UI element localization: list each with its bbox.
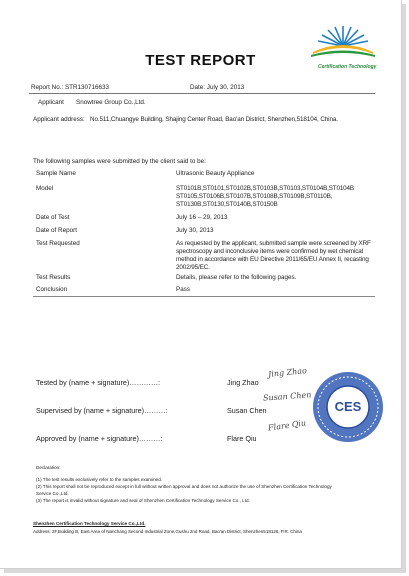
header-divider: [29, 93, 375, 94]
tested-by-label: Tested by (name + signature)…………:: [36, 378, 161, 387]
sample-name-label: Sample Name: [36, 170, 76, 177]
test-requested-value: As requested by the applicant, submitted sample were screened by XRF spectroscopy and inconclusive items were confirmed by wet chemical method in accordance with EU Directive 2011/65/EU Annex II, recasting 2002/95/EC.: [176, 240, 371, 271]
signature-scribble-approved: Flare Qiu: [267, 418, 307, 433]
intro-text: The following samples were submitted by the client said to be:: [33, 158, 206, 165]
report-title: TEST REPORT: [145, 52, 256, 69]
footer-address: Address: 2F,Building B, East Area of Nanchang Second Industrial Zone,Gushu 2nd Road, Bao'an District, Shenzhen518126, P.R. China: [33, 529, 302, 534]
declaration-item-3: (3) The report is invalid without signature and seal of Shenzhen Certification Technology Service Co., Ltd.: [36, 498, 250, 503]
company-seal: [311, 370, 385, 444]
approved-by-name: Flare Qiu: [227, 434, 257, 443]
applicant-value: Snowtree Group Co.,Ltd.: [76, 99, 146, 106]
model-label: Model: [36, 185, 54, 192]
supervised-by-name: Susan Chen: [227, 406, 267, 415]
report-number: Report No.: STR130716633: [31, 84, 110, 91]
applicant-address-value: No.511,Chuangye Building, Shajing Center Road, Bao'an District, Shenzhen,518104, China.: [90, 116, 338, 123]
date-of-report-label: Date of Report: [36, 227, 77, 234]
conclusion-label: Conclusion: [36, 286, 68, 293]
applicant-label: Applicant: [38, 99, 64, 106]
body-divider: [33, 296, 375, 297]
declaration-item-2: (2) This report shall not be reproduced except in full without written approval and does not authorize the use of Shenzhen Certification Technology Service Co.,Ltd.: [36, 484, 332, 496]
date-of-test-label: Date of Test: [36, 214, 70, 221]
seal-text: CES: [334, 399, 362, 414]
supervised-by-label: Supervised by (name + signature)………:: [36, 406, 168, 415]
declaration-item-1: (1) The test results exclusively refer to the samples examined.: [36, 477, 163, 482]
signature-scribble-supervised: Susan Chen: [262, 390, 312, 403]
declaration-heading: Declaration:: [36, 465, 61, 470]
signature-scribble-tested: Jing Zhao: [267, 365, 308, 380]
test-results-label: Test Results: [36, 274, 71, 281]
footer-company: Shenzhen Certification Technology Service Co.,Ltd.: [33, 521, 146, 526]
tested-by-name: Jing Zhao: [227, 378, 259, 387]
model-value: ST0101B,ST0101,ST0102B,ST0103B,ST0103,ST0104B,ST0104B ST0105,ST0106B,ST0107B,ST0108B,ST0109B,ST0110B, ST0130B,ST0130,ST0140B,ST0150B: [176, 185, 354, 208]
conclusion-value: Pass: [176, 286, 190, 293]
date-of-report-value: July 30, 2013: [176, 227, 214, 234]
date-of-test-value: July 16 – 29, 2013: [176, 214, 228, 221]
logo-caption: Certification Technology: [318, 64, 377, 70]
report-date: Date: July 30, 2013: [190, 84, 245, 91]
applicant-address-label: Applicant address:: [33, 116, 85, 123]
test-requested-label: Test Requested: [36, 240, 80, 247]
approved-by-label: Approved by (name + signature)………:: [36, 434, 163, 443]
sample-name-value: Ultrasonic Beauty Appliance: [176, 170, 255, 177]
test-results-value: Details, please refer to the following pages.: [176, 274, 297, 281]
